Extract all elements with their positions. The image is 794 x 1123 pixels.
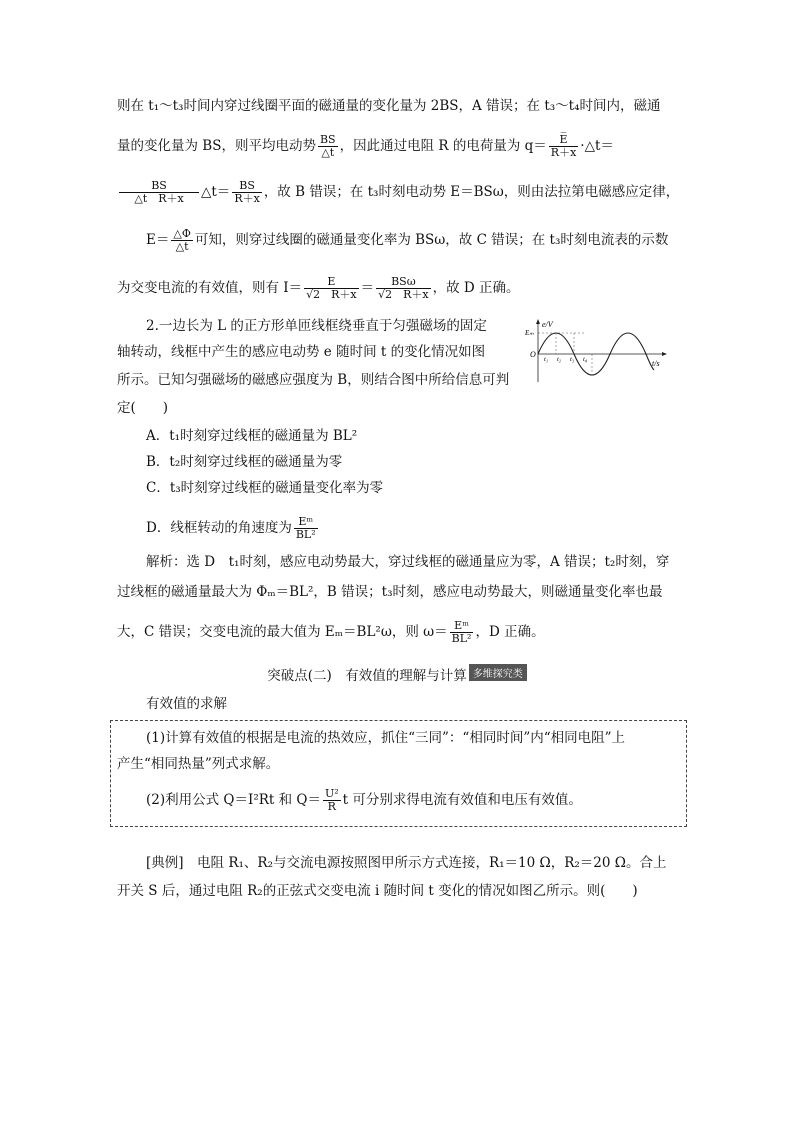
fraction: $\frac{BS}{R+x}$ bbox=[234, 179, 260, 205]
box-text: 产生“相同热量”列式求解。 bbox=[117, 756, 280, 772]
question-text: 2.一边长为 L 的正方形单匝线框绕垂直于匀强磁场的固定 bbox=[146, 318, 487, 334]
option-d: D．线框转动的角速度为 $\frac{\text{Eᵐ}}{\text{BL²}}$ bbox=[146, 515, 316, 541]
fraction: $\frac{\text{Eᵐ}}{\text{BL²}}$ bbox=[295, 515, 316, 541]
example-text: 开关 S 后，通过电阻 R₂的正弦式交变电流 i 随时间 t 变化的情况如图乙所示。则( ) bbox=[117, 883, 638, 899]
x-axis-arrow bbox=[662, 352, 667, 356]
example-text: [典例] 电阻 R₁、R₂与交流电源按照图甲所示方式连接，R₁＝10 Ω，R₂＝20 Ω。合上 bbox=[146, 855, 667, 871]
fraction: $\frac{\text{Eᵐ}}{\text{BL²}}$ bbox=[451, 619, 472, 645]
fraction: $\frac{BS}{\triangle t}$ bbox=[319, 133, 336, 159]
option-a: A．t₁时刻穿过线框的磁通量为 BL² bbox=[146, 428, 358, 444]
fraction: $\frac{E̅}{R+x}$ bbox=[550, 133, 577, 159]
fraction: $\frac{\text{BSω}}{√2 R+x}$ bbox=[378, 275, 429, 301]
text-line: 量的变化量为 BS，则平均电动势 $\frac{BS}{\triangle t}$ ，因此通过电阻 R 的电荷量为 q＝ $\frac{E̅}{R+x}$ ·△t＝ bbox=[117, 133, 614, 159]
emf-time-graph bbox=[522, 318, 672, 384]
option-b: B．t₂时刻穿过线框的磁通量为零 bbox=[146, 454, 343, 470]
tick-label: t₄ bbox=[583, 356, 588, 363]
fraction: $\frac{BS}{\text{△t R＋x}}$ bbox=[119, 180, 199, 205]
max-label: Eₘ bbox=[525, 329, 534, 337]
section-title: 突破点(二) 有效值的理解与计算 多维探究类 bbox=[0, 664, 794, 684]
tick-label: t₃ bbox=[570, 356, 575, 363]
subheading: 有效值的求解 bbox=[146, 696, 227, 712]
solution-text: 过线框的磁通量最大为 Φₘ＝BL²，B 错误；t₃时刻，感应电动势最大，则磁通量变化率也最 bbox=[117, 584, 663, 600]
tick-label: t₁ bbox=[544, 356, 549, 363]
fraction: $\frac{\text{U²}}{R}$ bbox=[324, 787, 339, 813]
x-axis-label: t/s bbox=[652, 359, 660, 368]
text-line: E＝ $\frac{\triangle\Phi}{\triangle t}$ 可知，则穿过线圈的磁通量变化率为 BSω，故 C 错误；在 t₃时刻电流表的示数 bbox=[146, 227, 669, 253]
text-line: 则在 t₁～t₃时间内穿过线圈平面的磁通量的变化量为 2BS，A 错误；在 t₃～t₄时间内，磁通 bbox=[117, 98, 661, 114]
box-text: (2)利用公式 Q＝I²Rt 和 Q＝ $\frac{\text{U²}}{R}$ t 可分别求得电流有效值和电压有效值。 bbox=[146, 787, 582, 813]
solution-text: 解析：选 D t₁时刻，感应电动势最大，穿过线框的磁通量应为零，A 错误；t₂时刻，穿 bbox=[146, 554, 670, 570]
text-line: $\frac{BS}{\text{△t R＋x}}$ △t＝ $\frac{BS}{R+x}$ ，故 B 错误；在 t₃时刻电动势 E＝BSω，则由法拉第电磁感应定律， bbox=[117, 180, 679, 205]
box-text: (1)计算有效值的根据是电流的热效应，抓住“三同”：“相同时间”内“相同电阻”上 bbox=[146, 730, 626, 746]
text-line: 为交变电流的有效值，则有 I＝ $\frac{E}{√2 R+x}$ ＝ $\frac{\text{BSω}}{√2 R+x}$ ，故 D 正确。 bbox=[117, 275, 520, 301]
tick-label: t₂ bbox=[557, 356, 562, 363]
y-axis-arrow bbox=[536, 319, 540, 324]
question-text: 轴转动，线框中产生的感应电动势 e 随时间 t 的变化情况如图 bbox=[117, 344, 486, 360]
origin-label: O bbox=[530, 350, 536, 359]
question-text: 定( ) bbox=[117, 400, 169, 416]
fraction: $\frac{\triangle\Phi}{\triangle t}$ bbox=[173, 227, 191, 253]
section-badge: 多维探究类 bbox=[469, 664, 527, 681]
y-axis-label: e/V bbox=[542, 320, 553, 329]
solution-text: 大，C 错误；交变电流的最大值为 Eₘ＝BL²ω，则 ω＝ $\frac{\text{Eᵐ}}{\text{BL²}}$ ，D 正确。 bbox=[117, 619, 545, 645]
option-c: C．t₃时刻穿过线框的磁通量变化率为零 bbox=[146, 480, 384, 496]
question-text: 所示。已知匀强磁场的磁感应强度为 B，则结合图中所给信息可判 bbox=[117, 372, 510, 388]
fraction: $\frac{E}{√2 R+x}$ bbox=[306, 275, 357, 301]
